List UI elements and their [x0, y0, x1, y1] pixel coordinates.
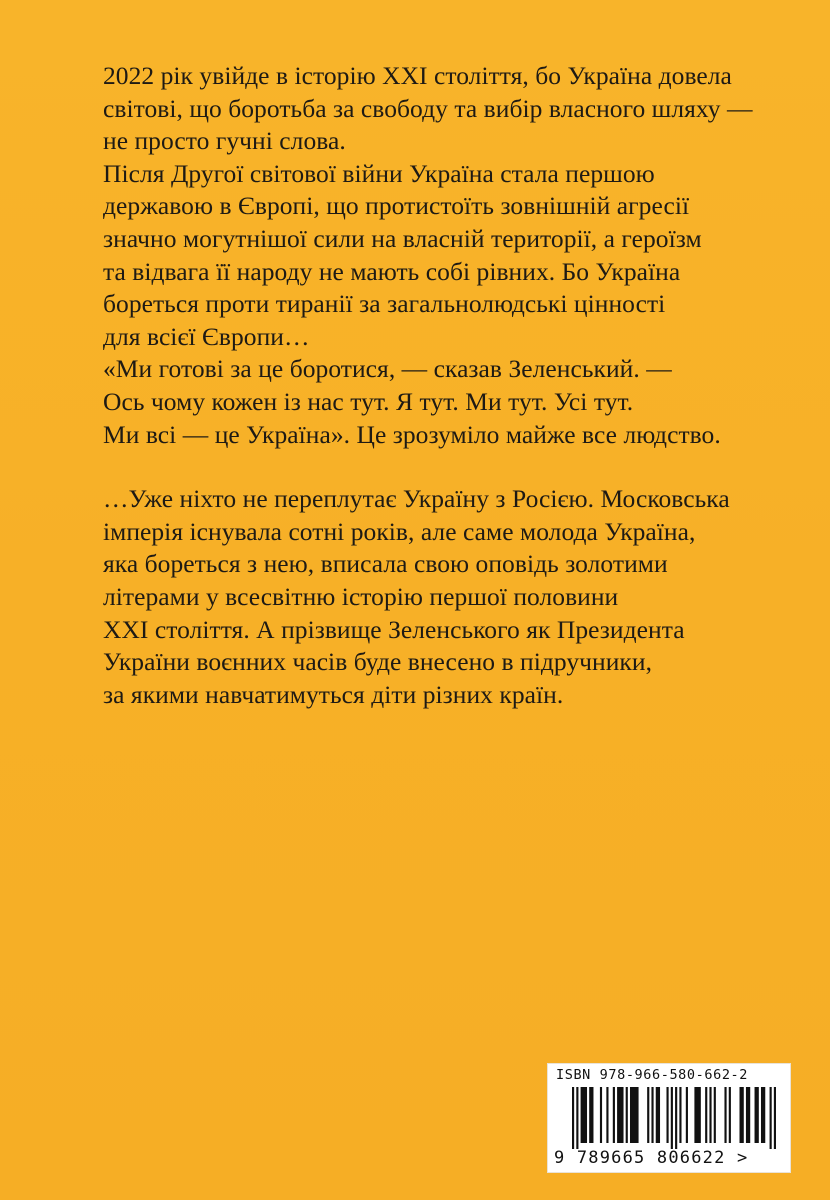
- paragraph-spacer: [103, 451, 763, 483]
- barcode-bar: [724, 1087, 726, 1143]
- barcode-bar: [572, 1087, 574, 1149]
- barcode-bar: [755, 1087, 759, 1143]
- barcode-bar: [589, 1087, 593, 1143]
- barcode-bar: [630, 1087, 639, 1143]
- barcode-bar: [600, 1087, 602, 1143]
- barcode-bar: [774, 1087, 776, 1149]
- barcode-bar: [770, 1087, 772, 1149]
- text-line: XXI століття. А прізвище Зеленського як Президента: [103, 614, 685, 644]
- barcode-bar: [606, 1087, 608, 1143]
- barcode-bar: [647, 1087, 649, 1143]
- text-line: не просто гучні слова.: [103, 126, 346, 156]
- barcode-bars: [556, 1087, 784, 1149]
- ean-digits: 9 789665 806622 >: [554, 1148, 749, 1168]
- barcode-bar: [694, 1087, 700, 1143]
- text-line: літерами у всесвітню історію першої половини: [103, 581, 619, 611]
- barcode-bar: [613, 1087, 615, 1143]
- text-line: світові, що боротьба за свободу та вибір власного шляху —: [103, 93, 753, 123]
- barcode-bar: [686, 1087, 688, 1143]
- isbn-barcode: [547, 1063, 791, 1173]
- text-line: та відвага її народу не мають собі рівних. Бо Україна: [103, 256, 681, 286]
- text-line: значно могутнішої сили на власній території, а героїзм: [103, 223, 702, 253]
- quote-line: Ми всі — це Україна». Це зрозуміло майже все людство.: [103, 419, 721, 449]
- barcode-bar: [626, 1087, 628, 1143]
- blurb-text: [103, 60, 763, 711]
- text-line: за якими навчатимуться діти різних країн.: [103, 679, 564, 709]
- barcode-bar: [739, 1087, 743, 1143]
- barcode-bar: [651, 1087, 653, 1143]
- barcode-bar: [671, 1087, 673, 1149]
- quote-line: «Ми готові за це боротися, — сказав Зеленський. —: [103, 354, 672, 384]
- barcode-bar: [761, 1087, 765, 1143]
- text-line: України воєнних часів буде внесено в підручники,: [103, 647, 652, 677]
- text-line: для всієї Європи…: [103, 321, 310, 351]
- barcode-bar: [705, 1087, 707, 1143]
- text-line: імперія існувала сотні років, але саме молода Україна,: [103, 516, 696, 546]
- barcode-bar: [675, 1087, 677, 1149]
- barcode-bar: [709, 1087, 711, 1143]
- barcode-bar: [729, 1087, 731, 1143]
- quote-line: Ось чому кожен із нас тут. Я тут. Ми тут. Усі тут.: [103, 386, 634, 416]
- barcode-bar: [746, 1087, 750, 1143]
- barcode-bar: [656, 1087, 660, 1143]
- barcode-bar: [714, 1087, 716, 1143]
- isbn-label: ISBN 978-966-580-662-2: [556, 1067, 749, 1083]
- barcode-bar: [666, 1087, 668, 1143]
- text-line: державою в Європі, що протистоїть зовнішній агресії: [103, 191, 690, 221]
- text-line: бореться проти тиранії за загальнолюдські цінності: [103, 289, 666, 319]
- blurb-paragraph-1: [103, 60, 763, 451]
- barcode-bar: [581, 1087, 587, 1143]
- text-line: Після Другої світової війни Україна стала першою: [103, 158, 655, 188]
- text-line: …Уже ніхто не переплутає Україну з Росією. Московська: [103, 484, 730, 514]
- text-line: яка бореться з нею, вписала свою оповідь золотими: [103, 549, 668, 579]
- barcode-bar: [679, 1087, 681, 1143]
- barcode-bar: [617, 1087, 623, 1143]
- text-line: 2022 рік увійде в історію XXI століття, бо Україна довела: [103, 61, 732, 90]
- barcode-bar: [576, 1087, 578, 1149]
- blurb-paragraph-2: [103, 483, 763, 711]
